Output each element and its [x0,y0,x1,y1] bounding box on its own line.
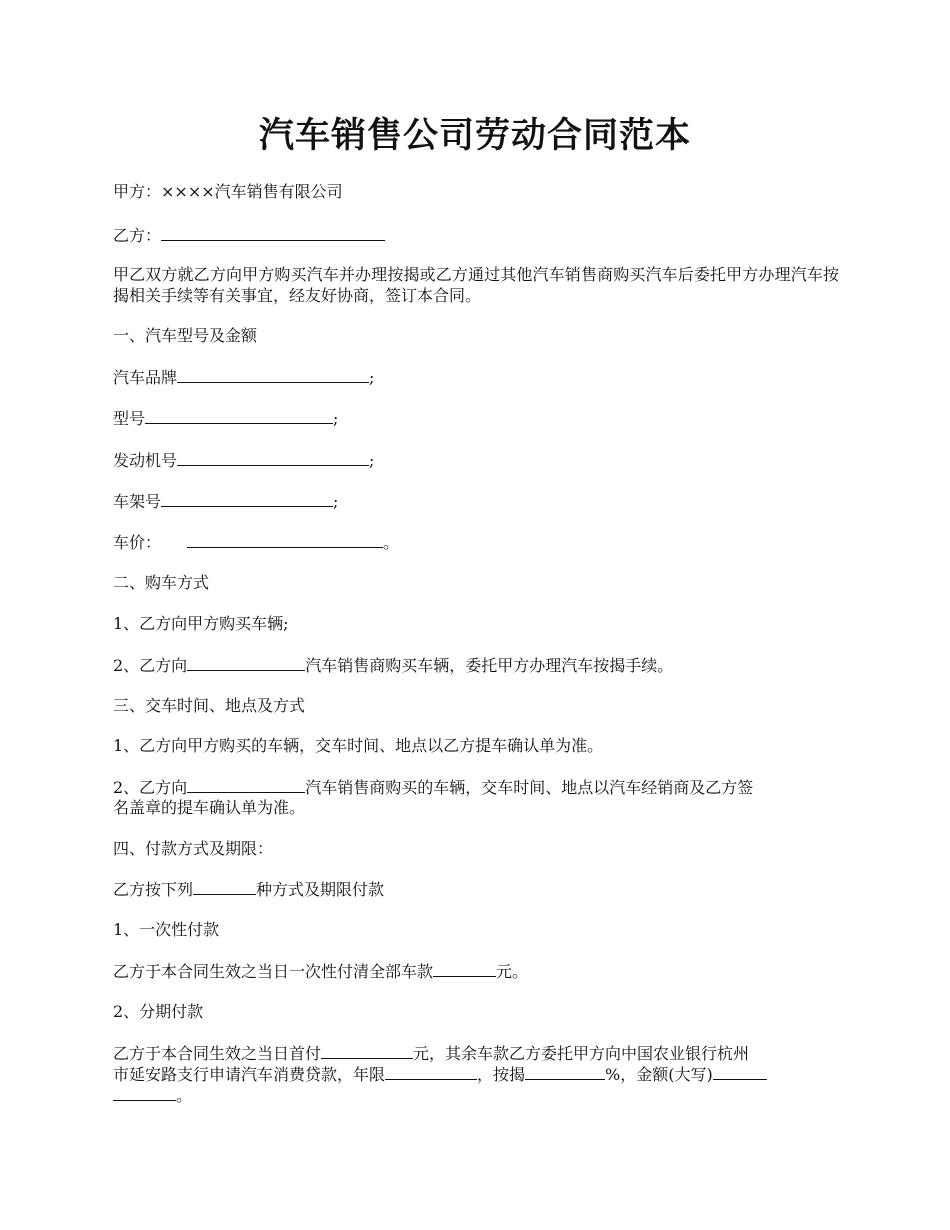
section4-heading: 四、付款方式及期限： [113,839,274,858]
installment-line2-mid2: %，金额(大写) [605,1065,713,1084]
dealer-name-blank [187,654,305,671]
payment-choice-prefix: 乙方按下列 [113,880,194,899]
model-blank [145,407,333,424]
section3-heading: 三、交车时间、地点及方式 [113,696,306,715]
loan-term-blank [385,1063,477,1080]
car-price-label: 车价： [113,533,162,552]
payment-choice-line [113,878,839,900]
installment-heading: 2、分期付款 [113,1002,204,1021]
payment-choice-blank [193,878,256,895]
party-b-blank [161,224,385,241]
frame-number-semicolon: ; [333,492,339,511]
model-semicolon: ; [333,409,339,428]
section3-item2-prefix: 2、乙方向 [113,778,188,797]
engine-number-label: 发动机号 [113,451,178,470]
section3-item2-line1-suffix: 汽车销售商购买的车辆，交车时间、地点以汽车经销商及乙方签 [305,778,754,797]
model-line [113,407,839,429]
engine-number-blank [177,449,369,466]
model-label: 型号 [113,409,146,428]
car-brand-label: 汽车品牌 [113,368,178,387]
party-b-label: 乙方： [113,226,162,245]
payment-choice-suffix: 种方式及期限付款 [256,880,385,899]
engine-number-semicolon: ; [369,451,375,470]
section2-heading: 二、购车方式 [113,573,210,592]
car-price-period: 。 [383,533,400,552]
document-title: 汽车销售公司劳动合同范本 [258,115,691,156]
car-price-blank [187,531,383,548]
lump-sum-suffix: 元。 [496,962,529,981]
section2-item2-suffix: 汽车销售商购买车辆，委托甲方办理汽车按揭手续。 [305,656,674,675]
car-price-line [113,531,839,553]
installment-line2 [113,1063,839,1085]
mortgage-percent-blank [525,1063,605,1080]
installment-line2-prefix: 市延安路支行申请汽车消费贷款，年限 [113,1065,386,1084]
section2-item2 [113,654,839,676]
lump-sum-line [113,960,839,982]
car-brand-blank [177,366,369,383]
frame-number-blank [161,490,333,507]
dealer-name-blank-2 [187,776,305,793]
lump-sum-prefix: 乙方于本合同生效之当日一次性付清全部车款 [113,962,434,981]
engine-number-line [113,449,839,471]
party-b-line [113,224,839,246]
installment-line2-mid1: ，按揭 [477,1065,526,1084]
frame-number-line [113,490,839,512]
party-a-line: 甲方：××××汽车销售有限公司 [113,182,343,201]
installment-line3 [113,1084,839,1106]
section2-item1: 1、乙方向甲方购买车辆; [113,614,289,633]
section2-item2-prefix: 2、乙方向 [113,656,188,675]
installment-line3-suffix: 。 [176,1086,193,1105]
amount-uppercase-blank-cont [113,1084,176,1101]
lump-sum-heading: 1、一次性付款 [113,920,220,939]
down-payment-blank [321,1042,413,1059]
section1-heading: 一、汽车型号及金额 [113,326,258,345]
section3-item2-line1 [113,776,839,798]
installment-line1 [113,1042,839,1064]
amount-uppercase-blank [713,1063,767,1080]
car-brand-semicolon: ; [369,368,375,387]
installment-line1-prefix: 乙方于本合同生效之当日首付 [113,1044,322,1063]
section3-item1: 1、乙方向甲方购买的车辆，交车时间、地点以乙方提车确认单为准。 [113,736,604,755]
intro-paragraph: 甲乙双方就乙方向甲方购买汽车并办理按揭或乙方通过其他汽车销售商购买汽车后委托甲方办理汽车按揭相关手续等有关事宜，经友好协商，签订本合同。 [113,265,839,305]
section3-item2-line2: 名盖章的提车确认单为准。 [113,798,306,817]
installment-line1-suffix: 元，其余车款乙方委托甲方向中国农业银行杭州 [413,1044,750,1063]
lump-sum-amount-blank [433,960,496,977]
frame-number-label: 车架号 [113,492,162,511]
car-brand-line [113,366,839,388]
